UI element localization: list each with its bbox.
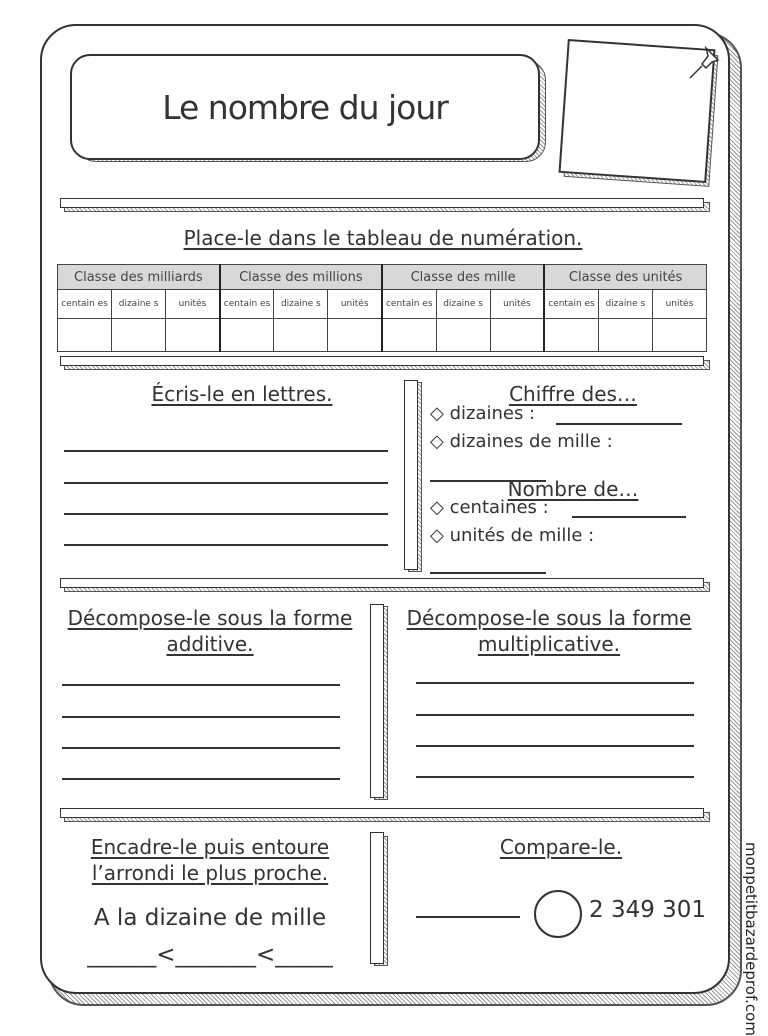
- nombre-item: ◇ centaines :: [430, 497, 549, 518]
- page-title: Le nombre du jour: [70, 54, 540, 160]
- writing-line[interactable]: [416, 776, 694, 778]
- digit-cell[interactable]: [382, 319, 436, 352]
- separator: [60, 198, 704, 208]
- subcolumn-label: dizaine s: [274, 290, 328, 319]
- separator: [60, 808, 704, 818]
- class-header: Classe des millions: [220, 265, 382, 290]
- writing-line[interactable]: [62, 684, 340, 686]
- answer-line[interactable]: [556, 423, 682, 425]
- chiffre-item: ◇ dizaines :: [430, 403, 536, 424]
- digit-cell[interactable]: [112, 319, 166, 352]
- subcolumn-label: centain es: [544, 290, 598, 319]
- encadre-heading: [62, 834, 358, 886]
- pushpin-icon: [684, 42, 726, 84]
- subcolumn-label: unités: [166, 290, 220, 319]
- subcolumn-label: dizaine s: [598, 290, 652, 319]
- answer-line[interactable]: [430, 572, 546, 574]
- encadre-frame[interactable]: ______<_______<_____: [87, 942, 333, 968]
- class-header: Classe des milliards: [58, 265, 220, 290]
- subcolumn-label: dizaine s: [112, 290, 166, 319]
- class-header: Classe des mille: [382, 265, 544, 290]
- digit-cell[interactable]: [166, 319, 220, 352]
- vertical-separator: [370, 832, 384, 964]
- separator: [60, 356, 704, 366]
- chiffre-heading: Chiffre des…: [509, 382, 637, 406]
- writing-line[interactable]: [416, 745, 694, 747]
- compare-number: 2 349 301: [589, 897, 707, 923]
- writing-line[interactable]: [62, 747, 340, 749]
- writing-line[interactable]: [64, 513, 388, 515]
- subcolumn-label: unités: [490, 290, 544, 319]
- vertical-separator: [404, 380, 418, 570]
- subcolumn-label: centain es: [382, 290, 436, 319]
- writing-line[interactable]: [64, 482, 388, 484]
- compare-circle[interactable]: [534, 890, 582, 938]
- subcolumn-label: unités: [652, 290, 706, 319]
- class-header: Classe des unités: [544, 265, 706, 290]
- subcolumn-label: centain es: [220, 290, 274, 319]
- chiffre-item: ◇ dizaines de mille :: [430, 431, 613, 452]
- digit-cell[interactable]: [544, 319, 598, 352]
- subcolumn-label: dizaine s: [436, 290, 490, 319]
- additive-heading: [62, 605, 358, 657]
- writing-line[interactable]: [416, 714, 694, 716]
- answer-line[interactable]: [416, 916, 520, 918]
- numeration-table: [57, 264, 707, 352]
- compare-heading: Compare-le.: [499, 835, 623, 859]
- encadre-heading-line1: Encadre-le puis entoure: [90, 835, 330, 859]
- additive-heading-line2: additive.: [166, 632, 254, 656]
- nombre-heading: Nombre de…: [507, 477, 639, 501]
- digit-cell[interactable]: [220, 319, 274, 352]
- encadre-label: A la dizaine de mille: [93, 905, 327, 931]
- place-heading: Place-le dans le tableau de numération.: [183, 226, 583, 250]
- writing-line[interactable]: [62, 778, 340, 780]
- digit-cell[interactable]: [652, 319, 706, 352]
- digit-cell[interactable]: [436, 319, 490, 352]
- writing-line[interactable]: [64, 544, 388, 546]
- writing-line[interactable]: [416, 682, 694, 684]
- writing-line[interactable]: [62, 716, 340, 718]
- site-credit: monpetitbazardeprof.com: [742, 842, 760, 1036]
- encadre-heading-line2: l’arrondi le plus proche.: [91, 861, 329, 885]
- subcolumn-label: unités: [328, 290, 382, 319]
- additive-heading-line1: Décompose-le sous la forme: [67, 606, 353, 630]
- digit-cell[interactable]: [274, 319, 328, 352]
- digit-cell[interactable]: [490, 319, 544, 352]
- answer-line[interactable]: [572, 516, 686, 518]
- vertical-separator: [370, 604, 384, 798]
- multiplicative-heading: Décompose-le sous la forme multiplicative.: [406, 606, 692, 656]
- digit-cell[interactable]: [328, 319, 382, 352]
- digit-cell[interactable]: [58, 319, 112, 352]
- writing-line[interactable]: [64, 450, 388, 452]
- digit-cell[interactable]: [598, 319, 652, 352]
- lettres-heading: Écris-le en lettres.: [151, 382, 333, 406]
- subcolumn-label: centain es: [58, 290, 112, 319]
- separator: [60, 578, 704, 588]
- nombre-item: ◇ unités de mille :: [430, 525, 595, 546]
